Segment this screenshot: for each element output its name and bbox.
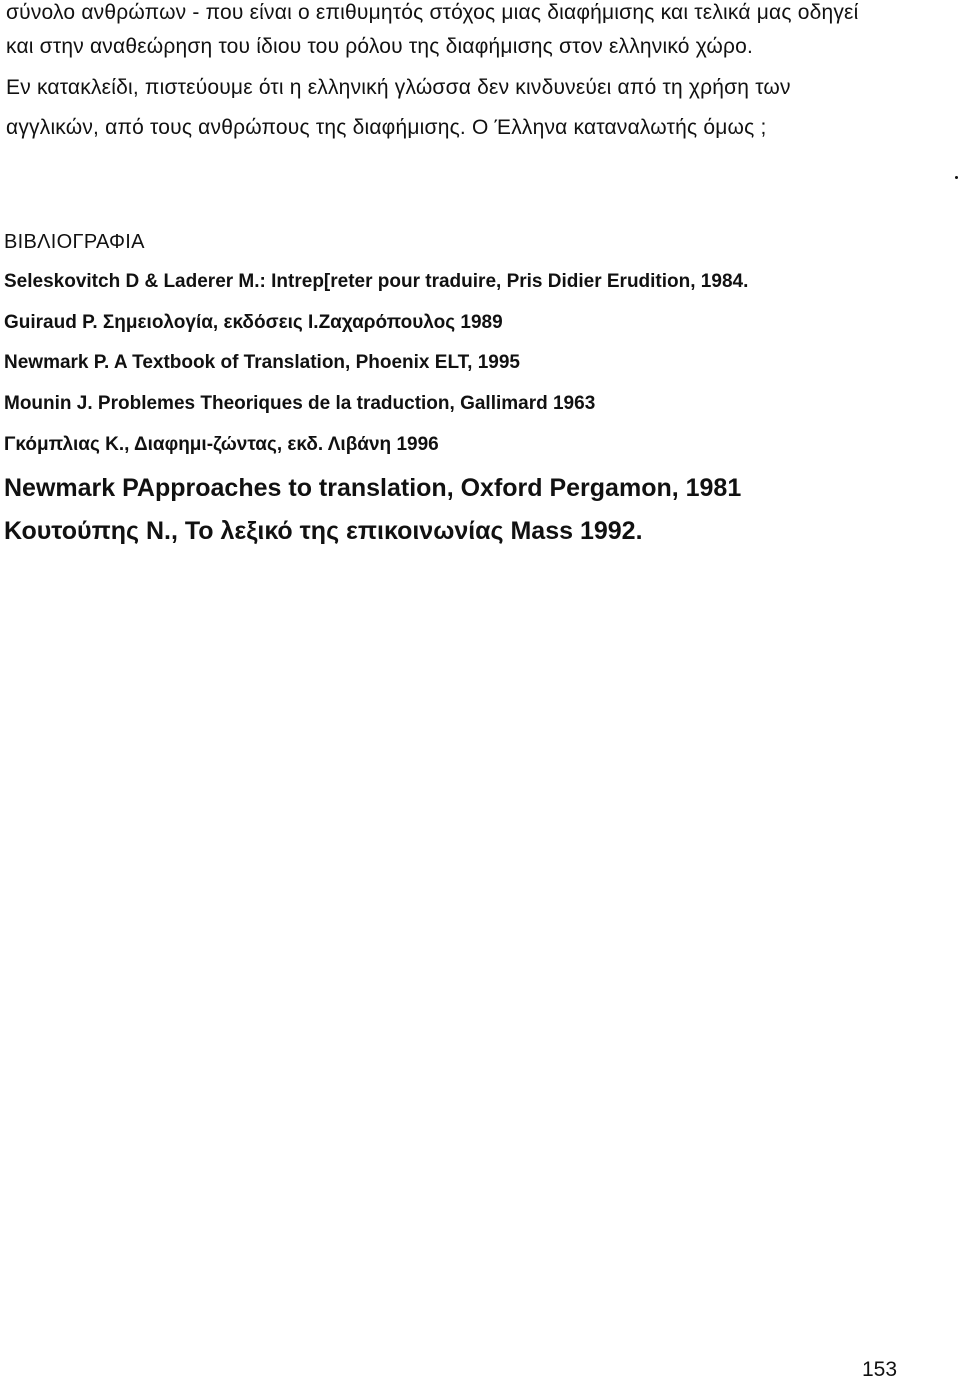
- bibliography-entry-3: Newmark P. A Textbook of Translation, Phoenix ELT, 1995: [4, 352, 520, 373]
- bibliography-entry-7: Κουτούπης Ν., Το λεξικό της επικοινωνίας Mass 1992.: [4, 517, 643, 545]
- bibliography-entry-1: Seleskovitch D & Laderer M.: Intrep[reter pour traduire, Pris Didier Erudition, 1984.: [4, 271, 749, 292]
- stray-dot: [955, 176, 958, 179]
- paragraph-line-4: αγγλικών, από τους ανθρώπους της διαφήμισης. Ο Έλληνα καταναλωτής όμως ;: [6, 116, 767, 139]
- bibliography-entry-5: Γκόμπλιας Κ., Διαφημι-ζώντας, εκδ. Λιβάνη 1996: [4, 434, 439, 455]
- paragraph-line-3: Εν κατακλείδι, πιστεύουμε ότι η ελληνική γλώσσα δεν κινδυνεύει από τη χρήση των: [6, 76, 791, 99]
- paragraph-line-2: και στην αναθεώρηση του ίδιου του ρόλου της διαφήμισης στον ελληνικό χώρο.: [6, 35, 754, 58]
- bibliography-entry-4: Mounin J. Problemes Theoriques de la traduction, Gallimard 1963: [4, 393, 596, 414]
- bibliography-entry-6: Newmark PApproaches to translation, Oxford Pergamon, 1981: [4, 474, 742, 502]
- bibliography-heading: ΒΙΒΛΙΟΓΡΑΦΙΑ: [4, 231, 145, 253]
- paragraph-line-1: σύνολο ανθρώπων - που είναι ο επιθυμητός στόχος μιας διαφήμισης και τελικά μας οδηγεί: [6, 1, 859, 24]
- bibliography-entry-2: Guiraud P. Σημειολογία, εκδόσεις Ι.Ζαχαρόπουλος 1989: [4, 312, 503, 333]
- page-number: 153: [862, 1358, 898, 1381]
